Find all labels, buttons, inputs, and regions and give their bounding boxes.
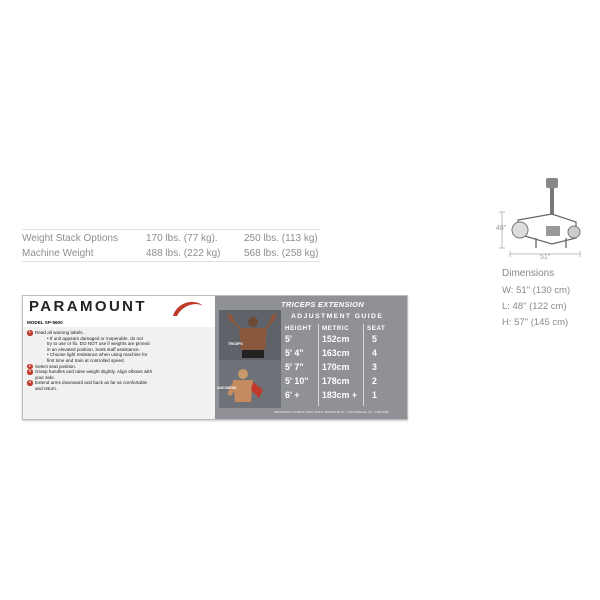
spec-table <box>22 231 322 261</box>
instruction-step: 3 Grasp handles and raise weight slightly. Align elbows with your side. <box>28 369 153 380</box>
guide-seat-cell: 5 <box>372 334 377 344</box>
guide-seat-cell: 2 <box>372 376 377 386</box>
guide-height-cell: 5' 7" <box>285 362 304 372</box>
muscle-label: ANCONEUS <box>217 386 237 390</box>
instruction-step: 4 Extend arms downward and back as far as comfortable and return. <box>28 380 148 391</box>
spec-label: Weight Stack Options <box>22 233 118 244</box>
step-number-icon: 2 <box>28 363 31 368</box>
instruction-list <box>27 330 213 392</box>
step-number-icon: 4 <box>28 380 31 385</box>
step-number-icon: 3 <box>28 369 31 374</box>
spec-row-weight-stack <box>22 231 322 246</box>
guide-metric-cell: 178cm <box>322 376 350 386</box>
guide-seat-cell: 4 <box>372 348 377 358</box>
adjustment-guide-title: ADJUSTMENT GUIDE <box>291 313 384 320</box>
guide-height-cell: 5' 4" <box>285 348 304 358</box>
instruction-step: 2 Select seat position. <box>28 363 77 369</box>
spec-divider-top <box>22 229 320 230</box>
model-number: MODEL SP-5600 <box>27 320 63 325</box>
spec-value: 488 lbs. (222 kg) <box>146 248 221 259</box>
guide-height-cell: 5' <box>285 334 292 344</box>
muscle-label: TRICEPS <box>228 342 243 346</box>
dimension-length: L: 48" (122 cm) <box>502 301 567 312</box>
spec-value: 170 lbs. (77 kg). <box>146 233 218 244</box>
instruction-placard <box>22 295 408 420</box>
exercise-title: TRICEPS EXTENSION <box>281 300 365 309</box>
dimension-width: W: 51" (130 cm) <box>502 285 571 296</box>
step-number-icon: 1 <box>28 330 31 334</box>
guide-metric-cell: 183cm + <box>322 390 357 400</box>
dimensions-title: Dimensions <box>502 268 555 279</box>
guide-metric-cell: 170cm <box>322 362 350 372</box>
machine-dimension-drawing-icon <box>496 172 586 262</box>
spec-label: Machine Weight <box>22 248 94 259</box>
guide-metric-cell: 152cm <box>322 334 350 344</box>
spec-value: 250 lbs. (113 kg) <box>244 233 318 244</box>
guide-height-cell: 6' + <box>285 390 300 400</box>
guide-metric-cell: 163cm <box>322 348 350 358</box>
brand-swoosh-icon <box>171 298 205 318</box>
column-header-metric: METRIC <box>322 325 350 332</box>
spec-value: 568 lbs. (258 kg) <box>244 248 319 259</box>
instruction-step: 1 Read all warning labels. • If unit appears damaged or inoperable, do not try to use or fix. DO NOT use if weights are pinned in an elevated position. Seek staff assistance. • Choose light resistance when using machine for first time and train at controlled speed. <box>28 330 150 363</box>
muscle-diagram-icon <box>219 310 281 408</box>
dimension-height: H: 57" (145 cm) <box>502 317 569 328</box>
spec-row-machine-weight <box>22 246 322 261</box>
guide-height-cell: 5' 10" <box>285 376 309 386</box>
column-header-seat: SEAT <box>367 325 386 332</box>
spec-divider-bottom <box>22 261 320 262</box>
guide-seat-cell: 1 <box>372 390 377 400</box>
column-header-height: HEIGHT <box>285 325 312 332</box>
guide-seat-cell: 3 <box>372 362 377 372</box>
brand-logo-text: PARAMOUNT <box>29 298 147 315</box>
drawing-height-label: 48" <box>496 225 507 232</box>
drawing-width-label: 51" <box>540 254 551 261</box>
placard-footer: PARAMOUNT FITNESS CORP. 6450 E. BANDINI BLVD. • LOS ANGELES, CA • 1-800-5296 <box>274 410 389 414</box>
